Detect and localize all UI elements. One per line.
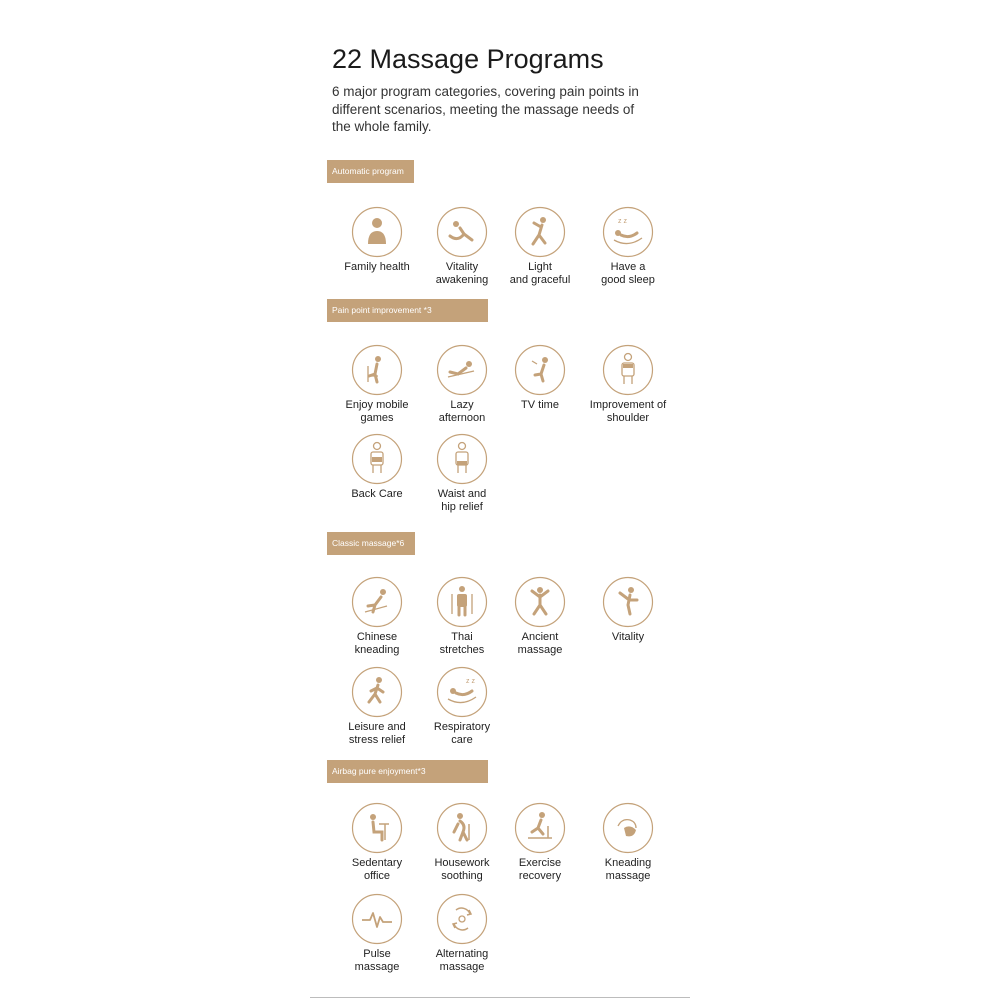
program-label	[573, 261, 683, 287]
good-sleep-icon	[602, 206, 654, 258]
sedentary-office-icon	[351, 802, 403, 854]
program-label-line-1: Sedentary	[351, 857, 403, 869]
back-care-icon	[351, 433, 403, 485]
program-label-line-1: Lazy	[450, 399, 474, 411]
category-label: Airbag pure enjoyment*3	[327, 760, 488, 783]
category-label: Classic massage*6	[327, 532, 415, 555]
program-label-line-1: Thai	[451, 631, 473, 643]
program-label-line-2: massage	[605, 870, 651, 882]
program-label-line-2: hip relief	[441, 501, 483, 513]
program-label-line-1: Ancient	[521, 631, 559, 643]
program-item[interactable]	[573, 206, 683, 287]
program-item[interactable]	[407, 433, 517, 514]
waist-hip-icon	[436, 433, 488, 485]
category-label: Pain point improvement *3	[327, 299, 488, 322]
program-label	[407, 948, 517, 974]
alternating-massage-icon	[436, 893, 488, 945]
program-item[interactable]	[573, 802, 683, 883]
program-label-line-2: afternoon	[438, 412, 486, 424]
program-label-line-2: good sleep	[601, 274, 655, 286]
svg-text:z z: z z	[466, 678, 475, 685]
thai-stretches-icon	[436, 576, 488, 628]
shoulder-icon	[602, 344, 654, 396]
lazy-afternoon-icon	[436, 344, 488, 396]
program-label-line-1: Pulse	[363, 948, 391, 960]
program-label-line-1: Respiratory	[433, 721, 491, 733]
program-label-line-2: recovery	[518, 870, 562, 882]
page-title: 22 Massage Programs	[332, 44, 604, 74]
program-label-line-2: office	[363, 870, 391, 882]
program-item[interactable]	[407, 666, 517, 747]
tv-time-icon	[514, 344, 566, 396]
program-label-line-1: Exercise	[518, 857, 562, 869]
program-label-line-1: Vitality	[611, 631, 645, 643]
program-label-line-2: shoulder	[606, 412, 650, 424]
family-health-icon	[351, 206, 403, 258]
program-label-line-2: awakening	[435, 274, 489, 286]
program-label-line-1: Light	[528, 261, 552, 273]
divider	[310, 997, 690, 998]
vitality-awakening-icon	[436, 206, 488, 258]
program-label-line-2: kneading	[354, 644, 400, 656]
program-label-line-2: games	[360, 412, 394, 424]
exercise-recovery-icon	[514, 802, 566, 854]
program-label-line-2: stretches	[439, 644, 485, 656]
housework-icon	[436, 802, 488, 854]
program-label	[407, 721, 517, 747]
program-label-line-1: Improvement of	[589, 399, 667, 411]
program-label-line-2: soothing	[441, 870, 483, 882]
program-label-line-1: Family health	[344, 261, 410, 273]
category-label: Automatic program	[327, 160, 414, 183]
program-label	[573, 857, 683, 883]
program-label-line-2: and graceful	[509, 274, 571, 286]
program-label-line-2: massage	[354, 961, 400, 973]
page-subtitle: 6 major program categories, covering pain points in different scenarios, meeting the massage needs of the whole family.	[332, 84, 639, 134]
program-item[interactable]	[573, 344, 683, 425]
chinese-kneading-icon	[351, 576, 403, 628]
program-label-line-2: massage	[517, 644, 563, 656]
program-item[interactable]	[407, 893, 517, 974]
leisure-icon	[351, 666, 403, 718]
program-label-line-1: Back Care	[351, 488, 403, 500]
respiratory-care-icon	[436, 666, 488, 718]
program-label-line-1: Vitality	[445, 261, 479, 273]
program-label-line-1: Chinese	[356, 631, 398, 643]
program-label-line-1: Housework	[434, 857, 490, 869]
program-label-line-1: Have a	[610, 261, 646, 273]
mobile-games-icon	[351, 344, 403, 396]
program-label-line-1: Waist and	[437, 488, 487, 500]
program-label	[573, 399, 683, 425]
program-label-line-1: Alternating	[435, 948, 489, 960]
program-label-line-1: TV time	[521, 399, 559, 411]
pulse-massage-icon	[351, 893, 403, 945]
light-graceful-icon	[514, 206, 566, 258]
program-label	[573, 631, 683, 644]
svg-text:z z: z z	[618, 218, 627, 225]
kneading-massage-icon	[602, 802, 654, 854]
vitality-icon	[602, 576, 654, 628]
program-label-line-1: Enjoy mobile	[345, 399, 409, 411]
program-label-line-2: stress relief	[348, 734, 406, 746]
program-label-line-2: care	[451, 734, 473, 746]
ancient-massage-icon	[514, 576, 566, 628]
program-label-line-1: Leisure and	[348, 721, 406, 733]
program-label-line-2: massage	[439, 961, 485, 973]
program-label-line-1: Kneading	[604, 857, 652, 869]
program-label	[407, 488, 517, 514]
program-item[interactable]	[573, 576, 683, 644]
